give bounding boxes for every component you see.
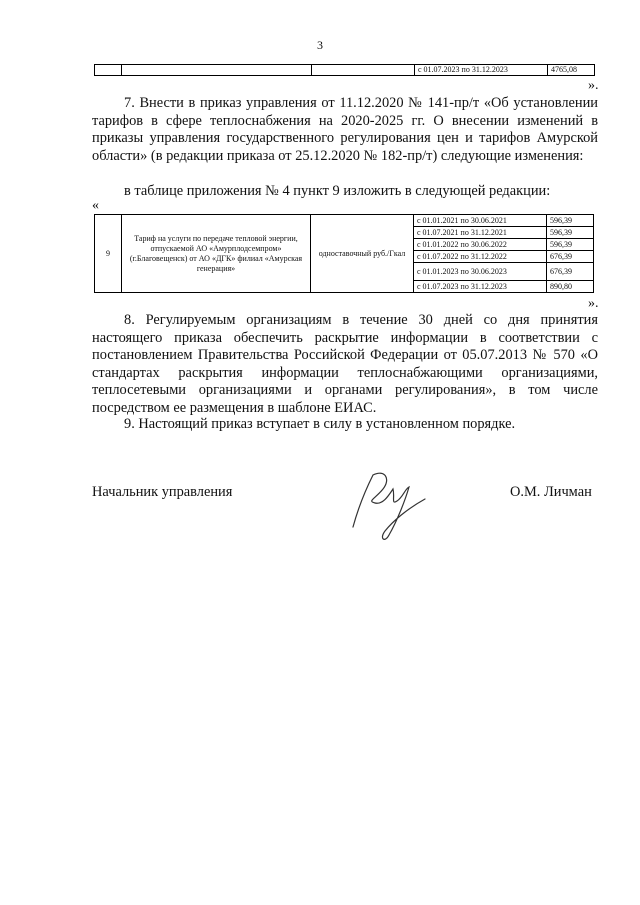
table-cell-value: 676,39: [547, 251, 594, 263]
tariff-table: [94, 214, 594, 293]
top-table-fragment: [94, 64, 595, 76]
close-quote: ».: [588, 296, 599, 311]
item-7-text: 7. Внести в приказ управления от 11.12.2020 № 141-пр/т «Об установлении тарифов в сфере теплоснабжения на 2020-2025 гг. О внесении изменений в приказы управления государственного регулирования цен и тарифов Амурской области» (в редакции приказа от 25.12.2020 № 182-пр/т) следующие изменения:: [92, 95, 598, 164]
table-cell-period: с 01.07.2023 по 31.12.2023: [415, 65, 548, 76]
table-cell-value: 596,39: [547, 227, 594, 239]
table-cell-period: с 01.07.2022 по 31.12.2022: [414, 251, 547, 263]
signatory-position: Начальник управления: [92, 484, 233, 500]
handwritten-signature: [345, 465, 440, 545]
table-cell-period: с 01.07.2023 по 31.12.2023: [414, 281, 547, 293]
table-cell-period: с 01.07.2021 по 31.12.2021: [414, 227, 547, 239]
table-cell-value: 890,80: [547, 281, 594, 293]
item-9-text: 9. Настоящий приказ вступает в силу в установленном порядке.: [124, 416, 516, 432]
table-cell-period: с 01.01.2023 по 30.06.2023: [414, 263, 547, 281]
table-cell-period: с 01.01.2021 по 30.06.2021: [414, 215, 547, 227]
tariff-description: Тариф на услуги по передаче тепловой энергии, отпускаемой АО «Амурплодсемпром» (г.Благовещенск) от АО «ДГК» филиал «Амурская генерация»: [122, 215, 311, 293]
tariff-unit: одноставочный руб./Гкал: [311, 215, 414, 293]
item-7-subtext: в таблице приложения № 4 пункт 9 изложить в следующей редакции:: [124, 183, 551, 199]
row-number: 9: [95, 215, 122, 293]
table-cell-value: 676,39: [547, 263, 594, 281]
item-8-text: 8. Регулируемым организациям в течение 30 дней со дня принятия настоящего приказа обеспечить раскрытие информации в соответствии с постановлением Правительства Российской Федерации от 05.07.2013 № 570 «О стандартах раскрытия информации теплоснабжающими организациями, теплосетевыми организациями и органами регулирования», в том числе посредством ее размещения в шаблоне ЕИАС.: [92, 312, 598, 416]
table-cell-value: 596,39: [547, 215, 594, 227]
page-number: 3: [317, 38, 323, 52]
table-cell-value: 4765,08: [548, 65, 595, 76]
signatory-name: О.М. Личман: [510, 484, 592, 500]
open-quote: «: [92, 198, 99, 213]
table-cell-value: 596,39: [547, 239, 594, 251]
close-quote: ».: [588, 78, 599, 93]
table-cell-period: с 01.01.2022 по 30.06.2022: [414, 239, 547, 251]
